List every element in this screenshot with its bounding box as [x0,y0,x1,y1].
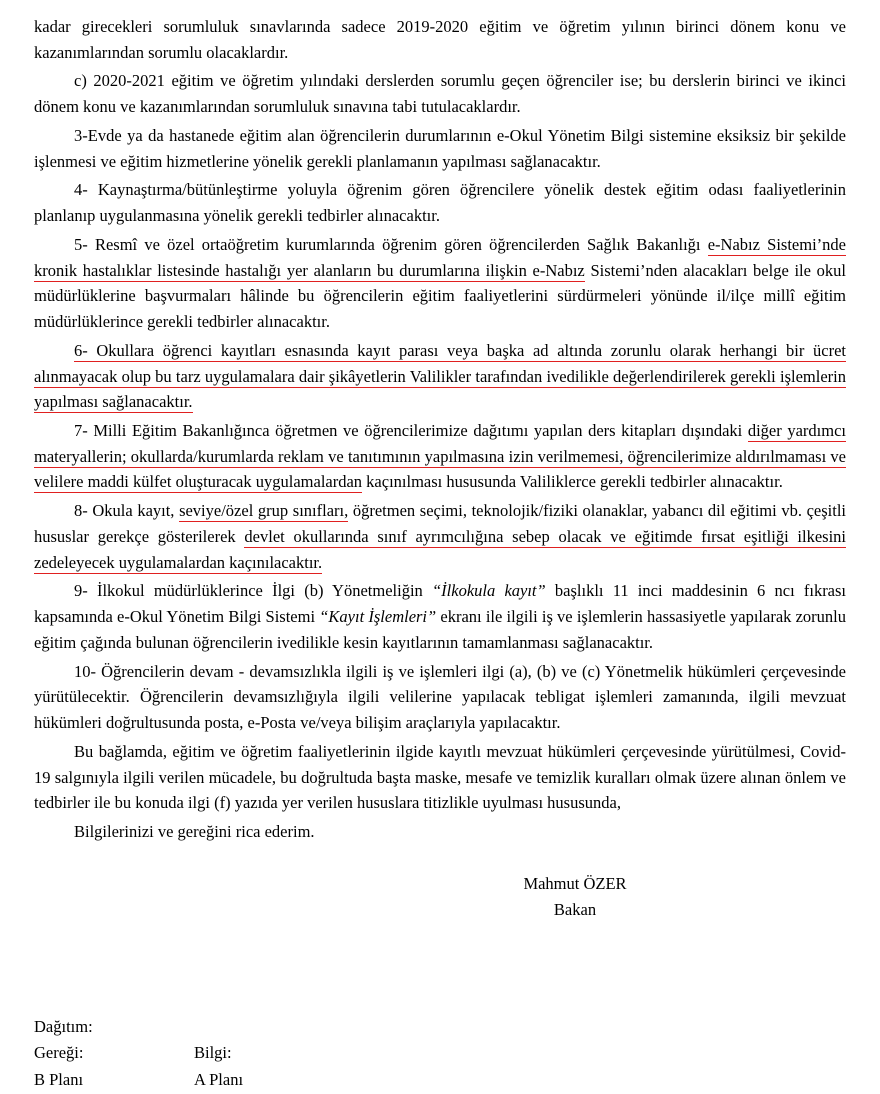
paragraph-item-7 [34,418,846,495]
text-run: 8- Okula kayıt, [74,501,180,521]
text-run: 4- Kaynaştırma/bütünleştirme yoluyla öğrenim gören öğrencilere yönelik destek eğitim odası faaliyetlerinin planlanıp uygulanmasına yönelik gerekli tedbirler alınacaktır. [34,180,846,226]
paragraph-item-c [34,68,846,119]
paragraph-item-3 [34,123,846,174]
text-run: kadar girecekleri sorumluluk sınavlarında sadece 2019-2020 eğitim ve öğretim yılının birinci dönem konu ve kazanımlarından sorumlu olacaklardır. [34,17,846,62]
paragraph-closing-request [34,819,846,845]
text-run: 3-Evde ya da hastanede eğitim alan öğrencilerin durumlarının e-Okul Yönetim Bilgi sistemine eksiksiz bir şekilde işlenmesi ve eğitim hizmetlerine yönelik gerekli planlamanın yapılması sağlanacaktır. [34,125,846,171]
text-run: 7- Milli Eğitim Bakanlığınca öğretmen ve öğrencilerimize dağıtımı yapılan ders kitapları dışındaki [74,421,748,441]
paragraph-item-9 [34,578,846,655]
paragraph-continuation [34,14,846,65]
text-run: kaçınılması hususunda Valiliklerce gerekli tedbirler alınacaktır. [362,472,783,492]
paragraph-item-5 [34,232,846,335]
distribution-info-label: Bilgi: [194,1043,232,1063]
signer-title: Bakan [553,900,597,920]
text-run: başlıklı 11 inci maddesinin 6 ncı fıkrası kapsamında e-Okul Yönetim Bilgi Sistemi [34,581,847,627]
distribution-required-label: Gereği: [34,1043,84,1063]
signature-block [34,871,846,924]
text-run: 10- Öğrencilerin devam - devamsızlıkla ilgili iş ve işlemleri ilgi (a), (b) ve (c) Yönetmelik hükümleri çerçevesinde yürütülecektir. Öğrencilerin devamsızlığıyla ilgili velilerine yapılacak tebligat işlemleri zamanında, ilgili mevzuat hükümleri doğrultusunda posta, e-Posta ve/veya bilişim araçlarıyla yapılacaktır. [34,661,846,733]
highlight-underline: 6- Okullara öğrenci kayıtları esnasında kayıt parası veya başka ad altında zorunlu olarak herhangi bir ücret alınmayacak olup bu tarz uygulamalara dair şikâyetlerin Valilikler tarafından ivedilikle değerlendirilerek gerekli işlemlerin yapılması sağlanacaktır. [34,340,846,412]
paragraph-item-10 [34,659,846,736]
text-run: 9- İlkokul müdürlüklerince İlgi (b) Yönetmeliğin [74,581,432,601]
quoted-title: “İlkokula kayıt” [432,581,546,601]
distribution-heading: Dağıtım: [34,1016,93,1036]
text-run: öğretmen seçimi, teknolojik/fiziki olanaklar, yabancı dil eğitimi vb. çeşitli hususlar gerekçe gösterilerek [34,501,846,546]
highlight-underline: seviye/özel grup sınıfları, [179,501,349,521]
text-run: ekranı ile ilgili iş ve işlemlerin hassasiyetle yapılarak zorunlu eğitim çağında bulunan öğrencilerin ivedilikle kesin kayıtlarının tamamlanması sağlanacaktır. [34,607,846,652]
text-run: Sistemi’nden alacakları belge ile okul müdürlüklerine başvurmaları hâlinde bu öğrencilerin eğitim faaliyetlerini sürdürmeleri yönünde il/ilçe millî eğitim müdürlüklerince gerekli tedbirler alınacaktır. [34,260,847,332]
text-run: Bu bağlamda, eğitim ve öğretim faaliyetlerinin ilgide kayıtlı mevzuat hükümleri çerçevesinde yürütülmesi, Covid-19 salgınıyla ilgili verilen mücadele, bu doğrultuda başta maske, mesafe ve temizlik kuralları olmak üzere alınan önlem ve tedbirler ile bu konuda ilgi (f) yazıda yer verilen hususlara titizlikle uyulması hususunda, [34,741,846,813]
distribution-labels-row [34,1040,846,1067]
distribution-required-value: B Planı [34,1069,84,1089]
highlight-underline: devlet okullarında sınıf ayrımcılığına sebep olacak ve eğitimde fırsat eşitliği ilkesini zedeleyecek uygulamalardan kaçınılacaktır. [34,526,846,572]
paragraph-item-6 [34,338,846,415]
paragraph-closing-context [34,739,846,816]
distribution-values-row [34,1067,846,1094]
signer-name: Mahmut ÖZER [523,873,627,893]
text-run: Bilgilerinizi ve gereğini rica ederim. [74,822,315,842]
text-run: c) 2020-2021 eğitim ve öğretim yılındaki derslerden sorumlu geçen öğrenciler ise; bu derslerin birinci ve ikinci dönem konu ve kazanımlarından sorumluluk sınavına tabi tutulacaklardır. [34,71,846,117]
signature-inner [523,871,626,924]
paragraph-item-8 [34,498,846,575]
highlight-underline: e-Nabız Sistemi’nde kronik hastalıklar listesinde hastalığı yer alanların bu durumlarına ilişkin e-Nabız [34,234,846,280]
paragraph-item-4 [34,177,846,228]
distribution-info-value: A Planı [194,1069,244,1089]
text-run: 5- Resmî ve özel ortaöğretim kurumlarında öğrenim gören öğrencilerden Sağlık Bakanlığı [74,234,708,254]
distribution-block [34,1014,846,1094]
highlight-underline: diğer yardımcı materyallerin; okullarda/kurumlarda reklam ve tanıtımının yapılmasına izin verilmemesi, öğrencilerimize aldırılmaması ve velilere maddi külfet oluşturacak uygulamalardan [34,421,846,492]
quoted-title: “Kayıt İşlemleri” [319,607,437,627]
